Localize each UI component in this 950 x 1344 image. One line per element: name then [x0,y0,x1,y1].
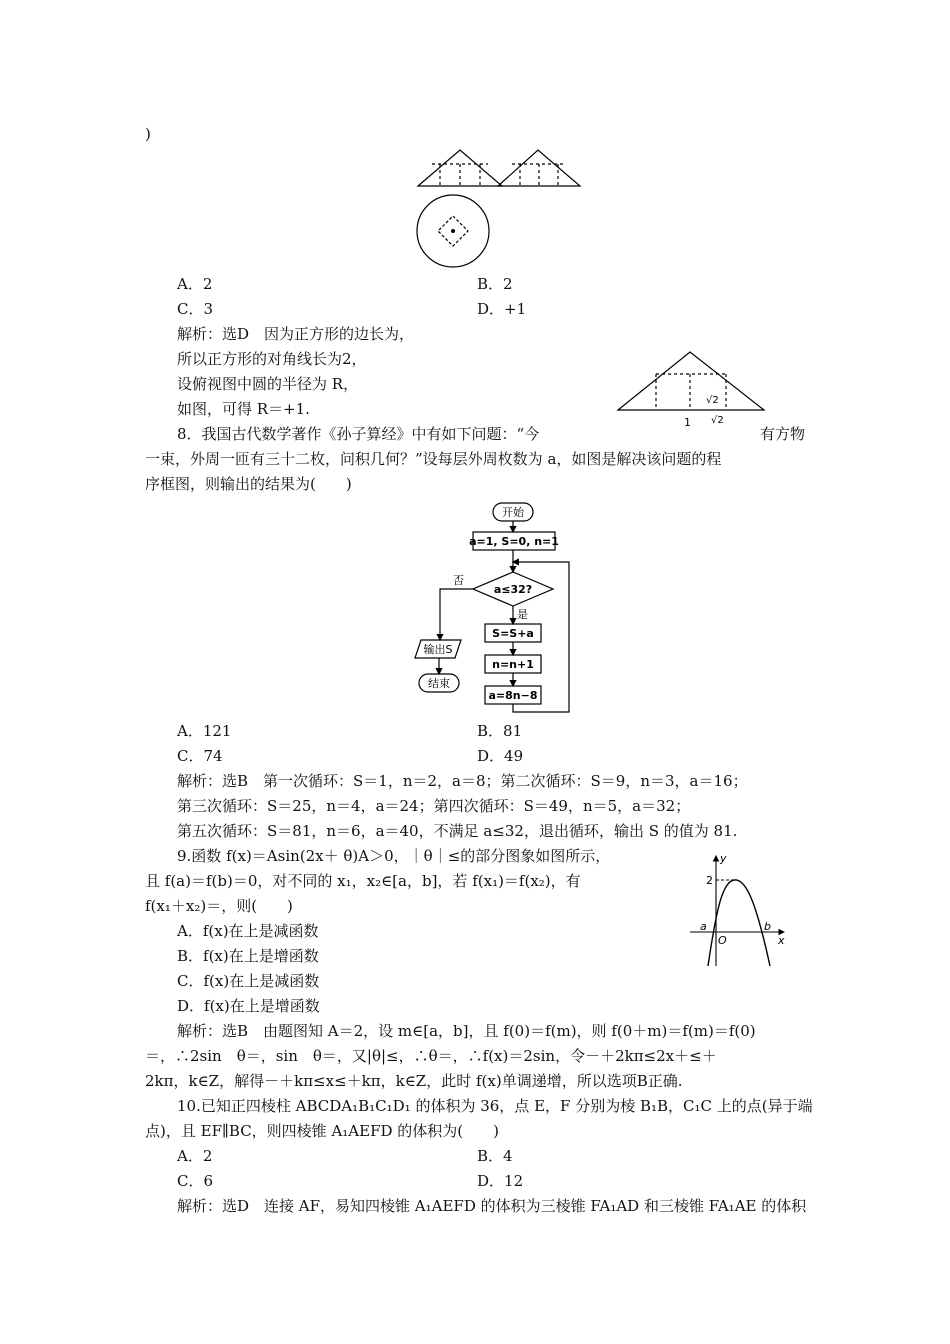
point-a: a [700,920,707,933]
init-label: a=1, S=0, n=1 [469,535,559,548]
question-9: f(x₁＋x₂)＝，则( ) [145,897,293,915]
option-d: D．49 [477,747,524,765]
solution-line: 解析：选B 由题图知 A＝2，设 m∈[a，b]，且 f(0)＝f(m)，则 f(0＋m)＝f(m)＝f(0) [177,1022,756,1040]
option-b: B．81 [477,722,523,740]
option-d: D．12 [477,1172,524,1190]
end-label: 结束 [428,677,450,690]
front-view-triangle [418,150,502,186]
step-sum-label: S=S+a [492,627,534,640]
condition-label: a≤32? [493,583,533,596]
option-a: A．f(x)在上是减函数 [177,922,319,940]
solution-line: 如图，可得 R＝+1. [177,400,310,418]
tick-2: 2 [706,874,713,887]
solution-line: 解析：选D 因为正方形的边长为， [177,325,415,343]
option-c: C．6 [177,1172,214,1190]
question-10: 10.已知正四棱柱 ABCDA₁B₁C₁D₁ 的体积为 36，点 E，F 分别为棱 B₁B，C₁C 上的点(异于端 [177,1097,813,1115]
option-d: D．f(x)在上是增函数 [177,997,320,1015]
solution-line: 解析：选D 连接 AF，易知四棱锥 A₁AEFD 的体积为三棱锥 FA₁AD 和三棱锥 FA₁AE 的体积 [177,1197,807,1215]
option-b: B．2 [477,275,513,293]
question-8-tail: 有方物 [760,425,806,443]
question-9: 且 f(a)＝f(b)＝0，对不同的 x₁，x₂∈[a，b]，若 f(x₁)＝f(x₂)，有 [145,872,581,890]
option-a: A．2 [177,275,213,293]
question-9: 9.函数 f(x)＝Asin(2x＋ θ)A＞0，｜θ｜≤的部分图象如图所示， [177,847,611,865]
solution-line: 第五次循环：S＝81，n＝6，a＝40，不满足 a≤32，退出循环，输出 S 的值为 81. [177,822,738,840]
option-b: B．f(x)在上是增函数 [177,947,319,965]
option-a: A．121 [177,722,232,740]
solution-line: 解析：选B 第一次循环：S＝1，n＝2，a＝8；第二次循环：S＝9，n＝3，a＝16； [177,772,748,790]
option-d: D．+1 [477,300,527,318]
side-view-analysis-figure [614,348,774,428]
yes-label: 是 [517,608,528,621]
solution-line: 设俯视图中圆的半径为 R， [177,375,359,393]
side-view-triangle [498,150,580,186]
step-a-label: a=8n−8 [488,689,538,702]
question-8: 一束，外周一匝有三十二枚，问积几何？”设每层外周枚数为 a，如图是解决该问题的程 [145,450,722,468]
text-line: ) [145,125,151,143]
point-b: b [764,920,771,933]
output-label: 输出S [423,643,453,656]
option-a: A．2 [177,1147,213,1165]
solution-line: 2kπ，k∈Z，解得－＋kπ≤x≤＋kπ，k∈Z，此时 f(x)单调递增，所以选项B正确. [145,1072,683,1090]
solution-line: 第三次循环：S＝25，n＝4，a＝24；第四次循环：S＝49，n＝5，a＝32； [177,797,691,815]
question-8: 8．我国古代数学著作《孙子算经》中有如下问题：“今 [177,425,540,443]
label-1: 1 [684,416,691,428]
flowchart [405,498,585,718]
origin-label: O [718,934,727,947]
function-graph [686,852,790,970]
option-c: C．3 [177,300,214,318]
option-c: C．f(x)在上是减函数 [177,972,320,990]
x-axis-label: x [778,934,785,947]
question-8: 序框图，则输出的结果为( ) [145,475,352,493]
option-c: C．74 [177,747,223,765]
three-view-figure [410,144,670,274]
sine-curve [708,880,770,966]
y-axis-label: y [720,852,727,865]
label-sqrt2: √2 [711,415,724,426]
question-10: 点)，且 EF∥BC，则四棱锥 A₁AEFD 的体积为( ) [145,1122,499,1140]
label-sqrt2: √2 [706,395,719,406]
start-label: 开始 [502,506,524,519]
no-label: 否 [453,574,464,587]
step-n-label: n=n+1 [492,658,534,671]
option-b: B．4 [477,1147,513,1165]
solution-line: ＝，∴2sin θ＝，sin θ＝，又|θ|≤，∴θ＝，∴f(x)＝2sin，令－＋2kπ≤2x＋≤＋ [145,1047,717,1065]
solution-line: 所以正方形的对角线长为2， [177,350,367,368]
